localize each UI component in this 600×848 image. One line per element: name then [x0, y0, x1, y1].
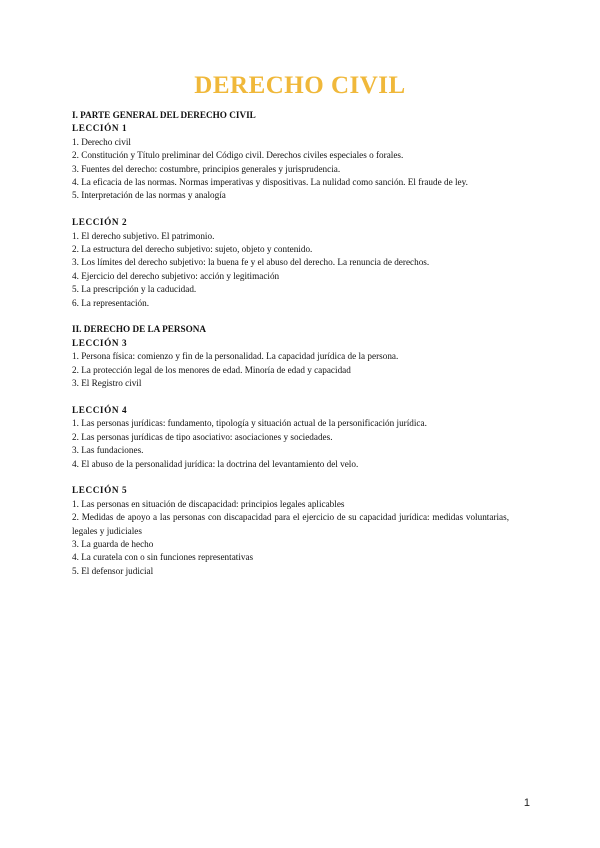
document-title: DERECHO CIVIL [194, 72, 406, 99]
spacer [72, 471, 509, 484]
lesson-item: 5. Interpretación de las normas y analogía [72, 190, 226, 201]
spacer [72, 391, 509, 404]
lesson-item: 1. Las personas en situación de discapacidad: principios legales aplicables [72, 498, 345, 509]
syllabus-content [72, 109, 509, 578]
lesson-item: 1. Las personas jurídicas: fundamento, tipología y situación actual de la personificación jurídica. [72, 418, 427, 429]
spacer [72, 203, 509, 216]
lesson-item: 1. El derecho subjetivo. El patrimonio. [72, 230, 215, 241]
lesson-item: 1. Derecho civil [72, 136, 131, 147]
lesson-item: 2. Las personas jurídicas de tipo asociativo: asociaciones y sociedades. [72, 431, 333, 442]
lesson-item: 4. El abuso de la personalidad jurídica: la doctrina del levantamiento del velo. [72, 458, 359, 469]
lesson-item: 5. El defensor judicial [72, 565, 154, 576]
part-heading: II. DERECHO DE LA PERSONA [72, 324, 207, 335]
lesson-item: 2. La protección legal de los menores de edad. Minoría de edad y capacidad [72, 364, 351, 375]
page-number: 1 [523, 797, 530, 809]
lesson-item: 2. Medidas de apoyo a las personas con discapacidad para el ejercicio de su capacidad jurídica: medidas voluntarias, legales y judiciales [72, 512, 509, 536]
lesson-item: 3. Las fundaciones. [72, 445, 144, 456]
lesson-heading: LECCIÓN 4 [72, 404, 128, 415]
lesson-item: 3. Fuentes del derecho: costumbre, principios generales y jurisprudencia. [72, 163, 341, 174]
lesson-item: 4. La curatela con o sin funciones representativas [72, 552, 254, 563]
lesson-heading: LECCIÓN 3 [72, 337, 128, 348]
lesson-item: 4. Ejercicio del derecho subjetivo: acción y legitimación [72, 270, 280, 281]
lesson-heading: LECCIÓN 5 [72, 485, 128, 496]
part-heading: I. PARTE GENERAL DEL DERECHO CIVIL [72, 110, 256, 120]
lesson-heading: LECCIÓN 1 [72, 123, 128, 134]
lesson-item: 2. Constitución y Título preliminar del Código civil. Derechos civiles especiales o forales. [72, 150, 404, 161]
lesson-heading: LECCIÓN 2 [72, 217, 128, 228]
lesson-item: 6. La representación. [72, 297, 150, 308]
lesson-item: 2. La estructura del derecho subjetivo: sujeto, objeto y contenido. [72, 244, 313, 255]
lesson-item: 3. Los límites del derecho subjetivo: la buena fe y el abuso del derecho. La renuncia de derechos. [72, 257, 430, 268]
lesson-item: 3. La guarda de hecho [72, 538, 154, 549]
lesson-item: 5. La prescripción y la caducidad. [72, 284, 197, 295]
spacer [72, 310, 509, 323]
lesson-item: 3. El Registro civil [72, 378, 142, 389]
lesson-item: 1. Persona física: comienzo y fin de la personalidad. La capacidad jurídica de la persona. [72, 351, 399, 362]
lesson-item: 4. La eficacia de las normas. Normas imperativas y dispositivas. La nulidad como sanción. El fraude de ley. [72, 177, 468, 188]
